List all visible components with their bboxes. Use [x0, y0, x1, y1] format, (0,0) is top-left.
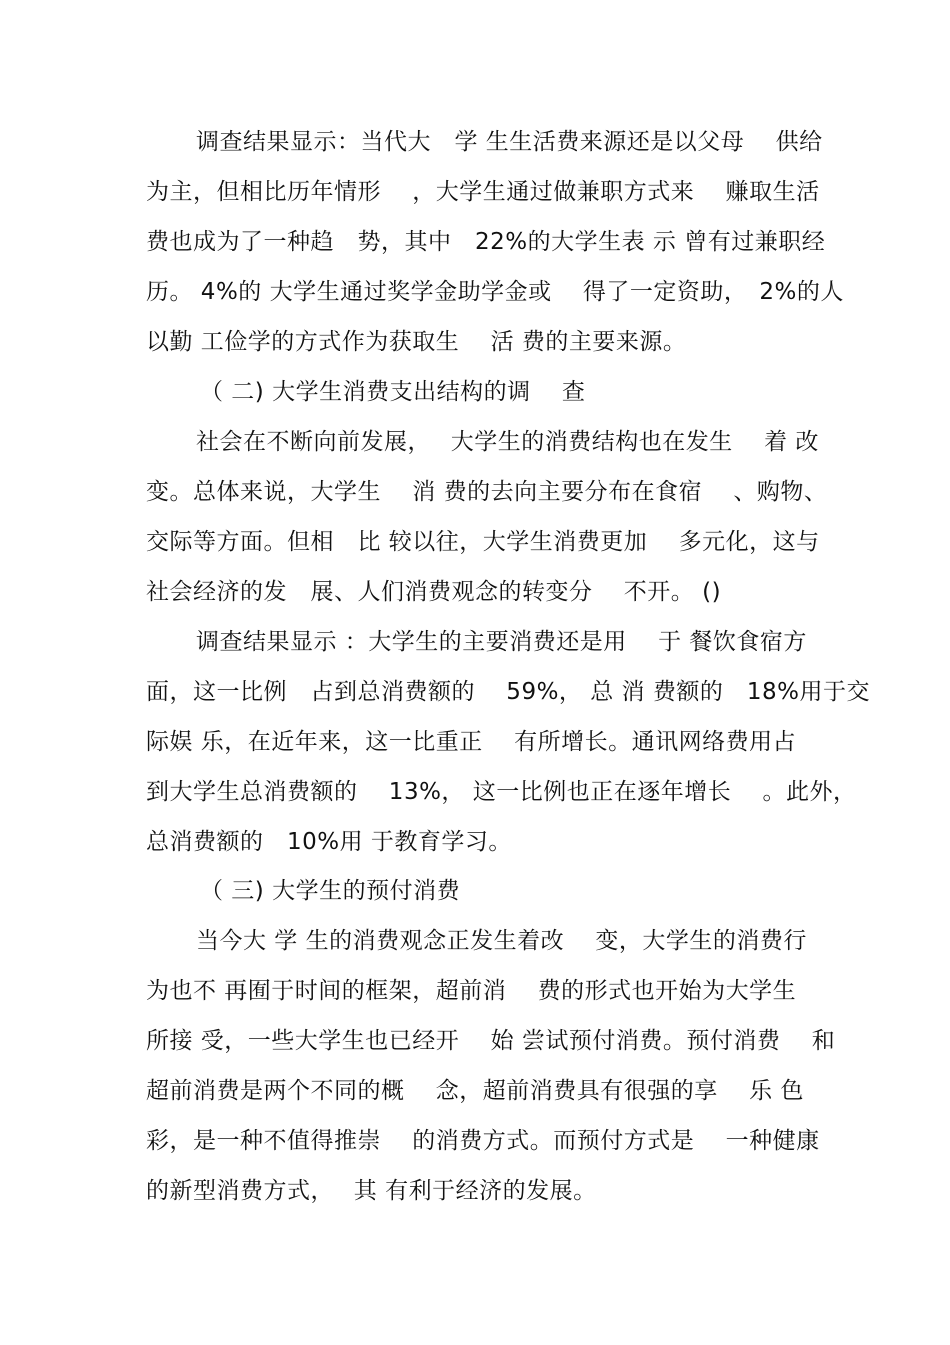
paragraph-line: 历。 4%的 大学生通过奖学金助学金或 得了一定资助， 2%的人 — [146, 279, 844, 305]
paragraph-line: 为主，但相比历年情形 ，大学生通过做兼职方式来 赚取生活 — [146, 179, 820, 205]
paragraph-line: 当今大 学 生的消费观念正发生着改 变，大学生的消费行 — [196, 928, 807, 954]
paragraph-line: 为也不 再囿于时间的框架，超前消 费的形式也开始为大学生 — [146, 978, 797, 1004]
paragraph-line: 的新型消费方式， 其 有利于经济的发展。 — [146, 1178, 597, 1204]
paragraph-line: 以勤 工俭学的方式作为获取生 活 费的主要来源。 — [146, 329, 687, 355]
paragraph-line: 交际等方面。但相 比 较以往，大学生消费更加 多元化，这与 — [146, 529, 820, 555]
paragraph-line: 彩，是一种不值得推崇 的消费方式。而预付方式是 一种健康 — [146, 1128, 820, 1154]
section-heading: （ 二) 大学生消费支出结构的调 查 — [200, 379, 586, 405]
paragraph-line: 费也成为了一种趋 势，其中 22%的大学生表 示 曾有过兼职经 — [146, 229, 826, 255]
paragraph-line: 到大学生总消费额的 13%， 这一比例也正在逐年增长 。此外， — [146, 779, 857, 805]
paragraph-line: 所接 受，一些大学生也已经开 始 尝试预付消费。预付消费 和 — [146, 1028, 836, 1054]
paragraph-line: 总消费额的 10%用 于教育学习。 — [146, 829, 512, 855]
section-heading: （ 三) 大学生的预付消费 — [200, 878, 461, 904]
paragraph-line: 社会在不断向前发展， 大学生的消费结构也在发生 着 改 — [196, 429, 819, 455]
paragraph-line: 调查结果显示：当代大 学 生生活费来源还是以父母 供给 — [196, 129, 823, 155]
paragraph-line: 超前消费是两个不同的概 念，超前消费具有很强的享 乐 色 — [146, 1078, 804, 1104]
paragraph-line: 面，这一比例 占到总消费额的 59%， 总 消 费额的 18%用于交 — [146, 679, 870, 705]
paragraph-line: 际娱 乐，在近年来，这一比重正 有所增长。通讯网络费用占 — [146, 729, 797, 755]
paragraph-line: 变。总体来说，大学生 消 费的去向主要分布在食宿 、购物、 — [146, 479, 828, 505]
paragraph-line: 调查结果显示 ：大学生的主要消费还是用 于 餐饮食宿方 — [196, 629, 807, 655]
paragraph-line: 社会经济的发 展、人们消费观念的转变分 不开。 () — [146, 579, 722, 605]
